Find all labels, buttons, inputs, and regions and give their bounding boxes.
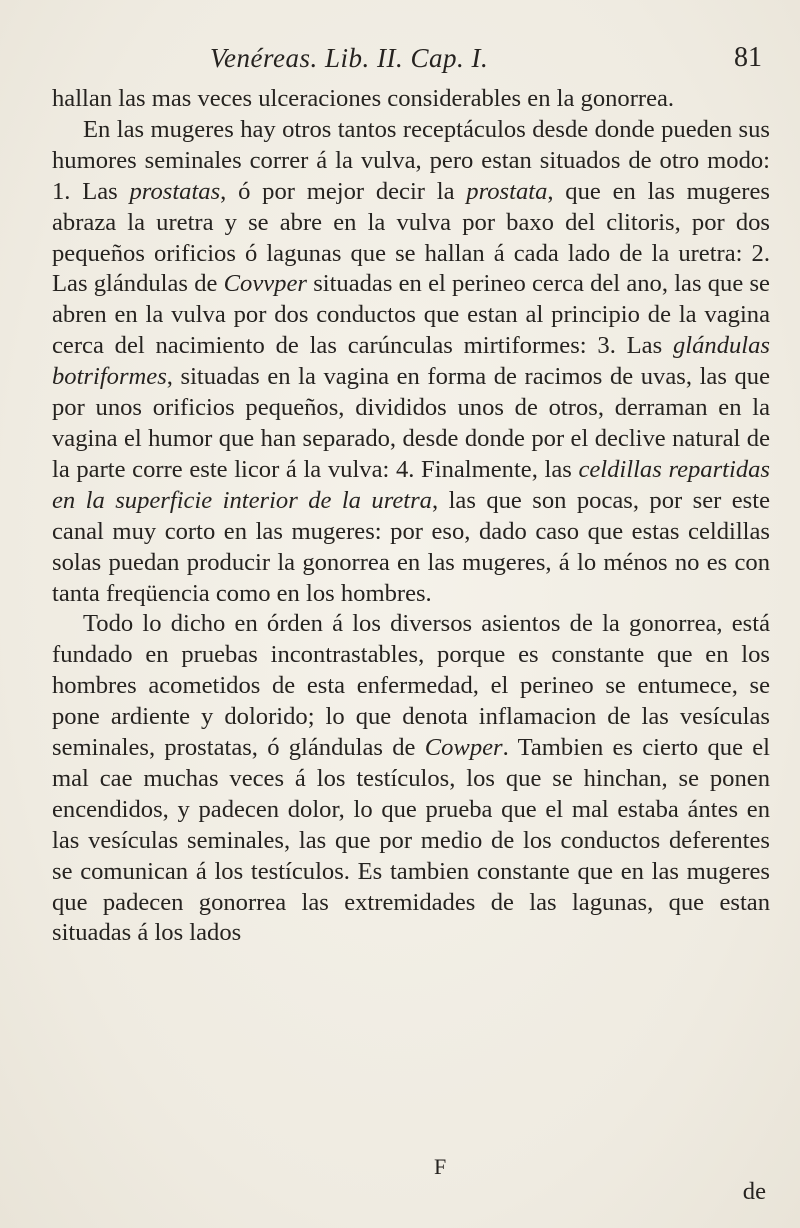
signature-mark: F: [434, 1154, 447, 1179]
italic-text: Cowper: [424, 734, 503, 762]
page-number: 81: [734, 42, 762, 73]
text-run: En las mugeres hay otros tantos receptáculos desde donde pueden sus humores seminales correr á la vulva, pero estan situados de otro modo: 1. Las: [52, 115, 770, 205]
italic-text: prostatas: [129, 177, 221, 205]
text-run: . Tambien es cierto que el mal cae muchas veces á los testículos, los que se hinchan, se ponen encendidos, y padecen dolor, lo que prueba que el mal estaba ántes en las vesículas seminales, las que por medio de los conductos deferentes se comunican á los testículos. Es tambien constante que en las mugeres que padecen gonorrea las extremidades de las lagunas, que estan situadas á los lados: [52, 734, 770, 947]
text-run: , situadas en la vagina en forma de racimos de uvas, las que por unos orificios pequeños, divididos unos de otros, derraman en la vagina el humor que han separado, desde donde por el declive natural de la parte corre este licor á la vulva: 4. Finalmente, las: [52, 363, 770, 483]
running-title: Venéreas. Lib. II. Cap. I.: [210, 43, 489, 73]
catchword: de: [742, 1178, 766, 1205]
text-run: , ó por mejor decir la: [220, 177, 467, 205]
text-run: , que en las mugeres abraza la uretra y se abre en la vulva por baxo del clitoris, por dos pequeños orificios ó lagunas que se hallan á cada lado de la uretra: 2. Las glándulas de: [52, 177, 770, 298]
paragraph: [52, 115, 770, 610]
italic-text: celdillas repartidas en la superficie interior de la uretra: [52, 455, 771, 514]
text-run: Todo lo dicho en órden á los diversos asientos de la gonorrea, está fundado en pruebas incontrastables, porque es constante que en los hombres acometidos de esta enfermedad, el perineo se entumece, se pone ardiente y dolorido; lo que denota inflamacion de las vesículas seminales, prostatas, ó glándulas de: [52, 610, 770, 762]
italic-text: Covvper: [223, 270, 307, 298]
body-text: [52, 84, 770, 949]
italic-text: prostata: [466, 177, 548, 205]
italic-text: glándulas botriformes: [52, 332, 770, 391]
text-run: situadas en el perineo cerca del ano, las que se abren en la vulva por dos conductos que estan al principio de la vagina cerca del nacimiento de las carúnculas mirtiformes: 3. Las: [52, 270, 770, 360]
text-run: , las que son pocas, por ser este canal muy corto en las mugeres: por eso, dado caso que estas celdillas solas puedan producir la gonorrea en las mugeres, á lo ménos no es con tanta freqüencia como en los hombres.: [52, 486, 770, 607]
text-run: hallan las mas veces ulceraciones considerables en la gonorrea.: [52, 85, 675, 112]
paragraph: [52, 609, 770, 949]
page-header: [210, 38, 762, 78]
paragraph: [52, 84, 770, 115]
